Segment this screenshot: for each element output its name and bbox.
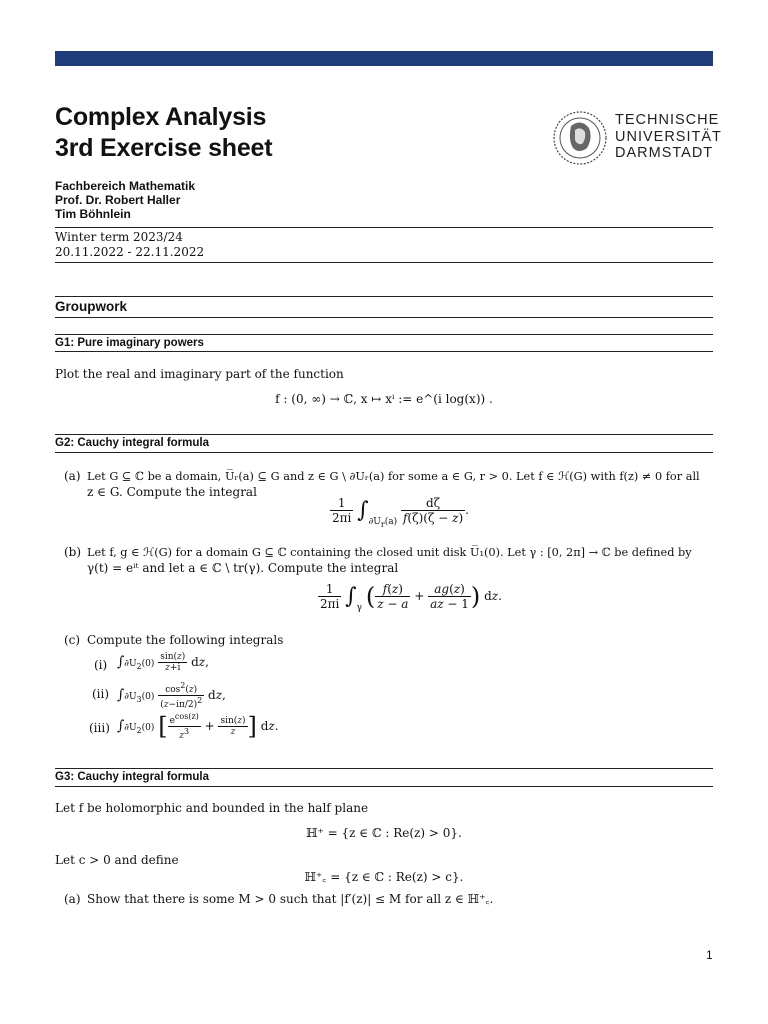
fraction-cos2-over-denominator: $\frac{\cos^2(z)}{(z-i\pi/2)^2}$: [160, 681, 203, 710]
g3-text-1: Let f be holomorphic and bounded in the half plane: [55, 801, 369, 815]
g2-b-integral: $\frac{1}{2\pi i}$ $\int_\gamma$ ( $\frac{f(z)}{z - a}$ + $\frac{ag(z)}{az - 1}$ ) dz.: [320, 582, 502, 613]
exercise-title-g1: G1: Pure imaginary powers: [55, 337, 204, 349]
g3-text-2: Let c > 0 and define: [55, 853, 179, 867]
fraction-sin-over-z: $\frac{\sin(z)}{z}$: [220, 716, 246, 737]
fraction-1-over-2pi-i: $\frac{1}{2\pi i}$: [332, 496, 352, 525]
fraction-sin-over-z-plus-i: $\frac{\sin(z)}{z+i}$: [160, 652, 186, 673]
g2-b-text-line1: Let f, g ∈ ℋ(G) for a domain G ⊆ ℂ containing the closed unit disk U̅₁(0). Let γ : [0, 2π] → ℂ be defined by: [87, 546, 692, 559]
professor: Prof. Dr. Robert Haller: [55, 193, 181, 207]
divider: [55, 786, 713, 787]
university-line-1: TECHNISCHE: [615, 112, 720, 128]
g1-formula: f : (0, ∞) → ℂ, x ↦ xⁱ := e^(i log(x)) .: [275, 392, 493, 406]
g1-text: Plot the real and imaginary part of the function: [55, 367, 344, 381]
g2-c-item-label: (iii): [89, 721, 110, 735]
g2-a-label: (a): [64, 469, 81, 483]
divider: [55, 296, 713, 297]
divider: [55, 768, 713, 769]
g2-c-text: Compute the following integrals: [87, 633, 284, 647]
dates: 20.11.2022 - 22.11.2022: [55, 245, 205, 259]
g2-c-ii-integral: $\int\partial U_3(0)$ $\frac{\cos^2(z)}{(z-i\pi/2)^2}$ dz,: [117, 681, 226, 710]
divider: [55, 452, 713, 453]
assistant: Tim Böhnlein: [55, 207, 131, 221]
term: Winter term 2023/24: [55, 230, 183, 244]
fraction-f-over-z-minus-a: $\frac{f(z)}{z - a}$: [377, 582, 409, 611]
fraction-ag-over-az-minus-1: $\frac{ag(z)}{az - 1}$: [430, 582, 469, 611]
page-number: 1: [706, 948, 713, 962]
g2-c-item-label: (i): [94, 658, 108, 672]
g2-b-text-line2: γ(t) = eⁱᵗ and let a ∈ ℂ \ tr(γ). Compute the integral: [87, 561, 399, 575]
university-line-2: UNIVERSITÄT: [615, 128, 722, 145]
fraction-ecos-over-z3: $\frac{e^{cos(z)}}{z^3}$: [169, 712, 199, 741]
g3-a-label: (a): [64, 892, 81, 906]
g2-c-i-integral: $\int\partial U_2(0)$ $\frac{\sin(z)}{z+i}$ dz,: [117, 652, 209, 673]
divider: [55, 351, 713, 352]
g2-a-text-line1: Let G ⊆ ℂ be a domain, U̅ᵣ(a) ⊆ G and z ∈ G \ ∂Uᵣ(a) for some a ∈ G, r > 0. Let f ∈ ℋ(G) with f(z) ≠ 0 for all: [87, 470, 700, 483]
fraction-1-over-2pi-i: $\frac{1}{2\pi i}$: [320, 582, 340, 611]
university-line-3: DARMSTADT: [615, 145, 714, 161]
sheet-title: 3rd Exercise sheet: [55, 134, 273, 162]
g2-a-text-line2: z ∈ G. Compute the integral: [87, 485, 257, 499]
g3-a-text: Show that there is some M > 0 such that |f′(z)| ≤ M for all z ∈ ℍ⁺꜀.: [87, 892, 494, 906]
divider: [55, 227, 713, 228]
g2-c-label: (c): [64, 633, 81, 647]
divider: [55, 317, 713, 318]
g2-c-iii-integral: $\int\partial U_2(0)$ [ $\frac{e^{cos(z)}}{z^3}$ + $\frac{\sin(z)}{z}$ ] dz.: [117, 712, 279, 741]
divider: [55, 434, 713, 435]
course-title: Complex Analysis: [55, 103, 267, 131]
g2-a-integral: $\frac{1}{2\pi i}$ $\int_{\partial U_r(a)}$ $\frac{d\zeta}{f(\zeta)(\zeta - z)}$ .: [332, 496, 469, 529]
g2-c-item-label: (ii): [92, 687, 110, 701]
divider: [55, 262, 713, 263]
university-logo-icon: [551, 108, 609, 168]
department: Fachbereich Mathematik: [55, 179, 196, 193]
university-name: [615, 112, 722, 162]
divider: [55, 334, 713, 335]
g2-b-label: (b): [64, 545, 82, 559]
exercise-title-g2: G2: Cauchy integral formula: [55, 437, 210, 449]
g3-formula-2: ℍ⁺꜀ = {z ∈ ℂ : Re(z) > c}.: [304, 870, 464, 884]
section-heading-groupwork: Groupwork: [55, 299, 128, 314]
exercise-title-g3: G3: Cauchy integral formula: [55, 771, 210, 783]
g3-formula-1: ℍ⁺ = {z ∈ ℂ : Re(z) > 0}.: [306, 826, 462, 840]
integrand-fraction: $\frac{d\zeta}{f(\zeta)(\zeta - z)}$: [402, 496, 464, 525]
header-color-bar: [55, 51, 713, 66]
